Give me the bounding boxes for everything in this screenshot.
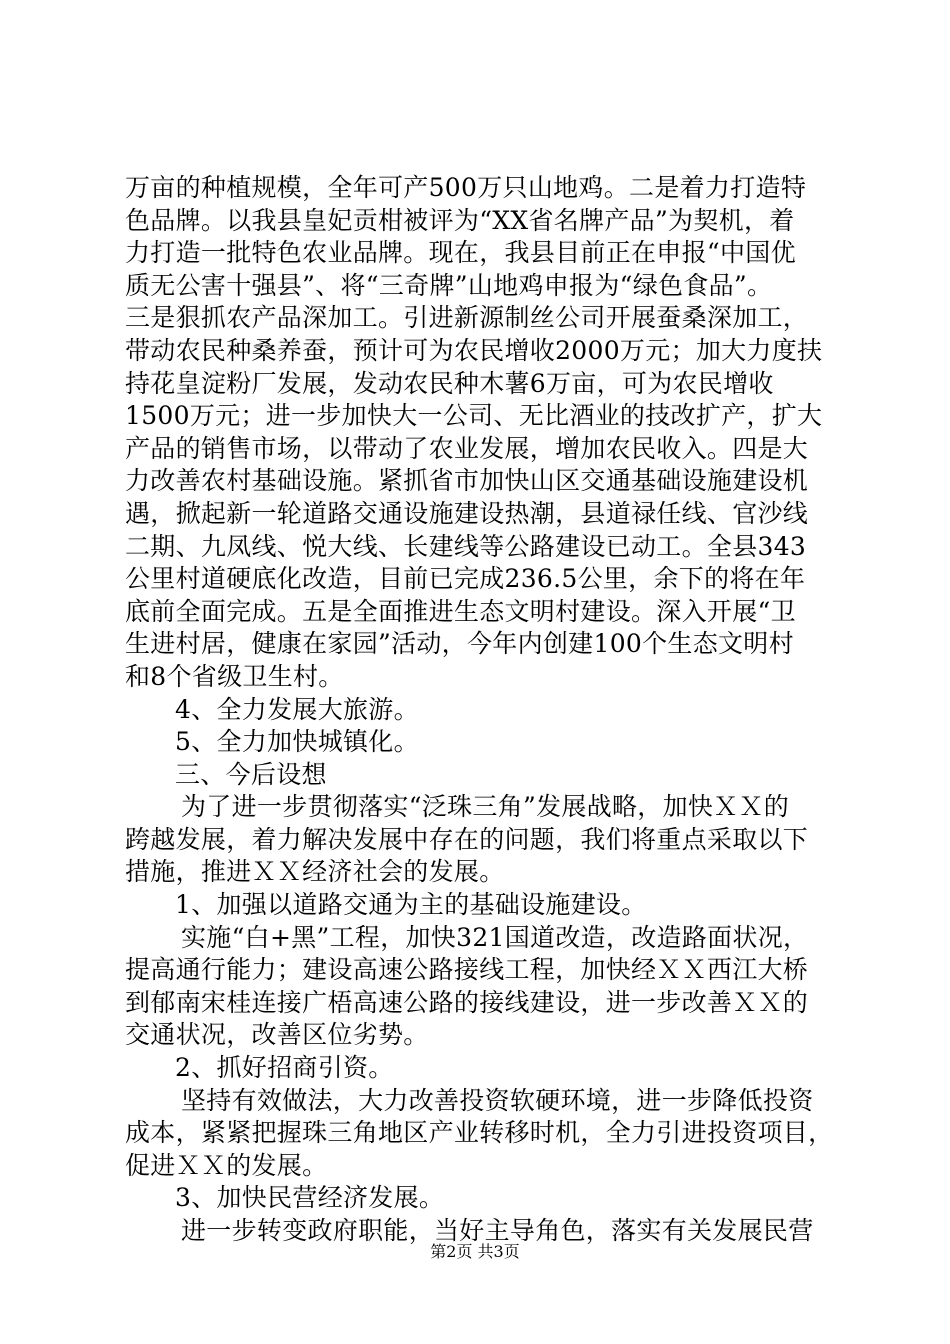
text-line: 带动农民种桑养蚕，预计可为农民增收2000万元；加大力度扶 — [125, 335, 823, 365]
subsection-heading: 1、加强以道路交通为主的基础设施建设。 — [175, 890, 647, 920]
text-line: 万亩的种植规模，全年可产500万只山地鸡。二是着力打造特 — [125, 173, 807, 202]
text-line: 措施，推进ＸＸ经济社会的发展。 — [125, 857, 505, 887]
section-item-heading: 4、全力发展大旅游。 — [175, 694, 419, 724]
text-line: 提高通行能力；建设高速公路接线工程，加快经ＸＸ西江大桥 — [125, 955, 809, 985]
section-item-heading: 5、全力加快城镇化。 — [175, 727, 419, 757]
text-line: 公里村道硬底化改造，目前已完成236.5公里，余下的将在年 — [125, 564, 806, 594]
paragraph-first-line: 坚持有效做法，大力改善投资软硬环境，进一步降低投资 — [181, 1085, 814, 1115]
text-line: 持花皇淀粉厂发展，发动农民种木薯6万亩，可为农民增收 — [125, 368, 774, 398]
document-body — [125, 172, 865, 1248]
text-line: 生进村居，健康在家园”活动，今年内创建100个生态文明村 — [125, 629, 794, 659]
subsection-heading: 3、加快民营经济发展。 — [175, 1183, 445, 1213]
text-line: 力打造一批特色农业品牌。现在，我县目前正在申报“中国优 — [125, 238, 796, 268]
text-line: 促进ＸＸ的发展。 — [125, 1150, 328, 1180]
section-heading: 三、今后设想 — [175, 759, 327, 789]
text-line: 1500万元；进一步加快大一公司、无比酒业的技改扩产，扩大 — [125, 401, 823, 431]
text-line: 遇，掀起新一轮道路交通设施建设热潮，县道禄任线、官沙线 — [125, 498, 809, 528]
paragraph-first-line: 进一步转变政府职能，当好主导角色，落实有关发展民营 — [181, 1216, 814, 1245]
text-line: 跨越发展，着力解决发展中存在的问题，我们将重点采取以下 — [125, 824, 809, 854]
text-line: 交通状况，改善区位劣势。 — [125, 1020, 429, 1050]
text-line: 和8个省级卫生村。 — [125, 661, 344, 691]
text-line: 质无公害十强县”、将“三奇牌”山地鸡申报为“绿色食品”。 — [125, 270, 773, 300]
text-line: 成本，紧紧把握珠三角地区产业转移时机，全力引进投资项目， — [125, 1118, 834, 1148]
text-line: 到郁南宋桂连接广梧高速公路的接线建设，进一步改善ＸＸ的 — [125, 987, 809, 1017]
page-number-footer: 第2页 共3页 — [430, 1242, 520, 1261]
text-line: 产品的销售市场，以带动了农业发展，增加农民收入。四是大 — [125, 433, 809, 463]
text-line: 二期、九凤线、悦大线、长建线等公路建设已动工。全县343 — [125, 531, 807, 561]
text-line: 三是狠抓农产品深加工。引进新源制丝公司开展蚕桑深加工， — [125, 303, 809, 333]
text-line: 力改善农村基础设施。紧抓省市加快山区交通基础设施建设机 — [125, 466, 809, 496]
paragraph-first-line: 实施“白+黑”工程，加快321国道改造，改造路面状况， — [181, 922, 809, 952]
text-line: 色品牌。以我县皇妃贡柑被评为“XX省名牌产品”为契机，着 — [125, 205, 795, 235]
text-line: 底前全面完成。五是全面推进生态文明村建设。深入开展“卫 — [125, 596, 796, 626]
subsection-heading: 2、抓好招商引资。 — [175, 1053, 394, 1083]
paragraph-first-line: 为了进一步贯彻落实“泛珠三角”发展战略，加快ＸＸ的 — [181, 792, 790, 822]
